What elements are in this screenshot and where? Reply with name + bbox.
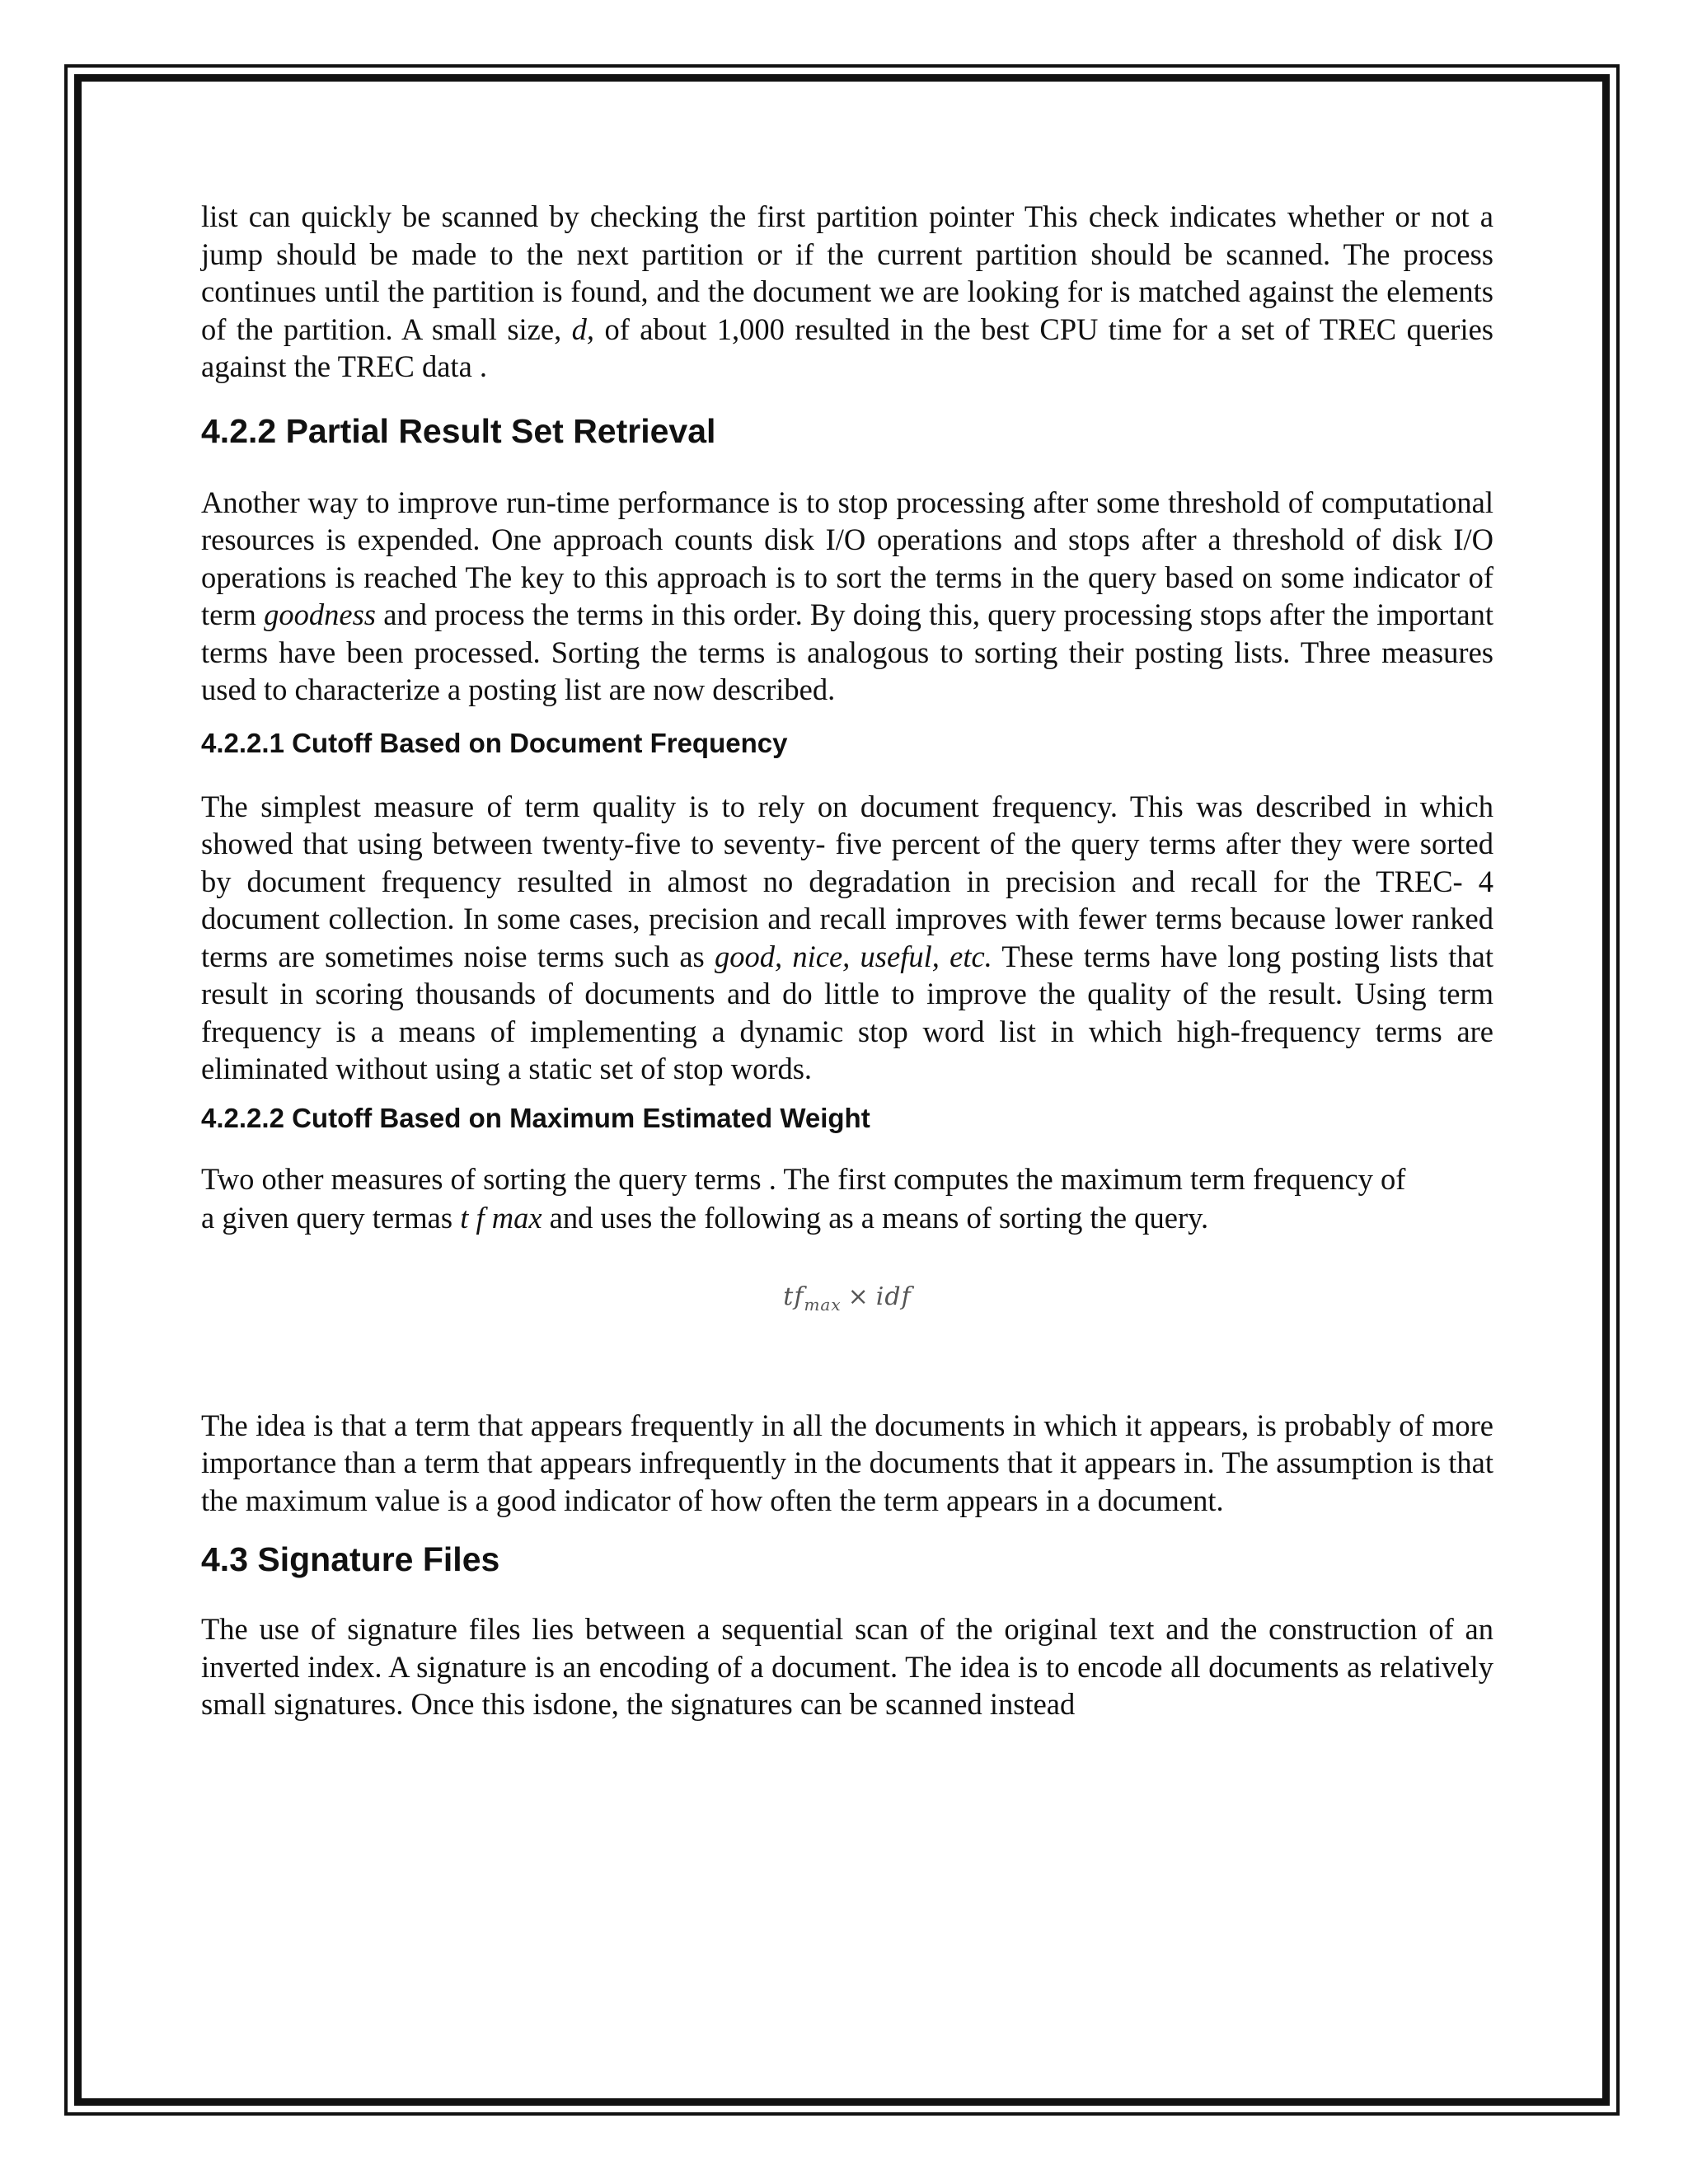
paragraph-partition-scan [201, 198, 1493, 386]
paragraph-max-weight [201, 1160, 1493, 1237]
text: of about 1,000 resulted in the best CPU time for a set of TREC queries against the TREC data . [201, 312, 1493, 383]
text-line [201, 1198, 1493, 1237]
formula-times: × [847, 1282, 870, 1311]
heading-4-3: 4.3 Signature Files [201, 1540, 500, 1578]
text: and process the terms in this order. By doing this, query processing stops after the important terms have been processed. Sorting the terms is analogous to sorting their posting lists. Three measures used to characterize a posting list are now described. [201, 598, 1493, 706]
paragraph-document-frequency [201, 788, 1493, 1088]
text: list can quickly be scanned by checking the first partition pointer This check indicates whether or not a jump should be made to the next partition or if the current partition should be scanned. The process continues until the partition is found, and the document we are looking for is matched against the elements of the partition. A small size, [201, 199, 1493, 346]
heading-4-2-2-1: 4.2.2.1 Cutoff Based on Document Frequency [201, 727, 788, 758]
text: Another way to improve run-time performance is to stop processing after some threshold of computational resources is expended. One approach counts disk I/O operations and stops after a threshold of disk I/O operations is reached The key to this approach is to sort the terms in the query based on some indicator of term [201, 485, 1493, 631]
heading-4-2-2-2: 4.2.2.2 Cutoff Based on Maximum Estimated Weight [201, 1102, 870, 1133]
paragraph-idea: The idea is that a term that appears frequently in all the documents in which it appears, is probably of more importance than a term that appears infrequently in the documents that it appears in. The assumption is that the maximum value is a good indicator of how often the term appears in a document. [201, 1408, 1493, 1517]
italic-term: good, nice, useful, etc. [715, 939, 992, 973]
formula-idf: idf [875, 1282, 912, 1311]
formula-tf: tf [783, 1282, 804, 1311]
heading-4-2-2: 4.2.2 Partial Result Set Retrieval [201, 411, 716, 450]
italic-term: d, [571, 312, 595, 346]
paragraph-partial-retrieval [201, 484, 1493, 709]
italic-term: goodness [264, 598, 376, 631]
formula-tf-max-idf [201, 1282, 1493, 1315]
italic-term: t f max [460, 1200, 542, 1235]
text: and uses the following as a means of sorting the query. [542, 1200, 1209, 1235]
text: These terms have long posting lists that result in scoring thousands of documents and do little to improve the quality of the result. Using term frequency is a means of implementing a dynamic stop word list in which high-frequency terms are eliminated without using a static set of stop words. [201, 939, 1493, 1085]
paragraph-signature-files: The use of signature files lies between a sequential scan of the original text and the construction of an inverted index. A signature is an encoding of a document. The idea is to encode all documents as relatively small signatures. Once this isdone, the signatures can be scanned instead [201, 1612, 1493, 1721]
text-line: Two other measures of sorting the query terms . The first computes the maximum term frequency of [201, 1161, 1406, 1196]
page-content [201, 198, 1493, 1723]
text: The simplest measure of term quality is to rely on document frequency. This was described in which showed that using between twenty-five to seventy- five percent of the query terms after they were sorted by document frequency resulted in almost no degradation in precision and recall for the TREC- 4 document collection. In some cases, precision and recall improves with fewer terms because lower ranked terms are sometimes noise terms such as [201, 789, 1493, 973]
formula-subscript: max [804, 1294, 842, 1315]
text: a given query termas [201, 1200, 461, 1235]
